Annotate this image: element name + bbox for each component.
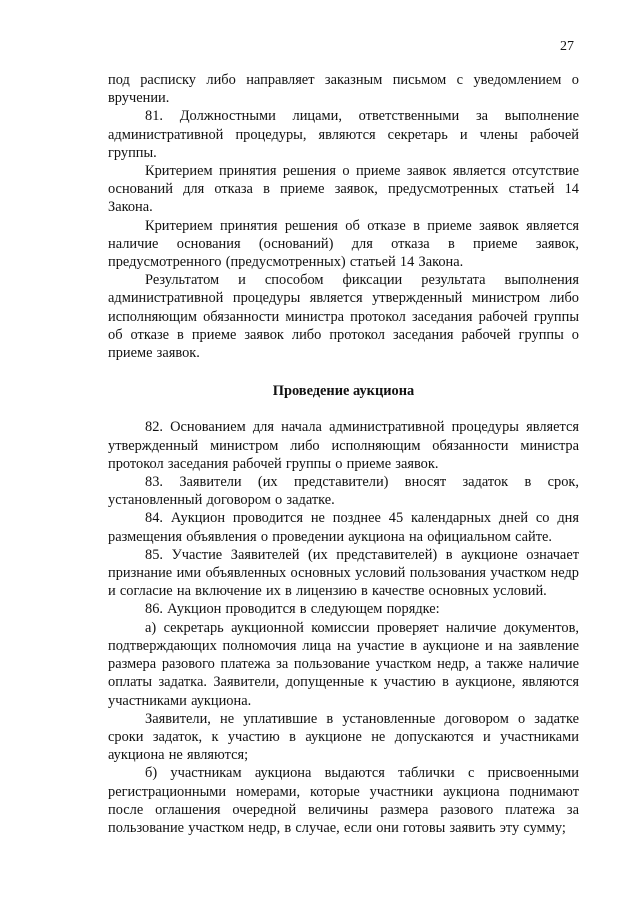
document-body xyxy=(108,71,579,837)
paragraph-86-a: а) секретарь аукционной комиссии проверяет наличие документов, подтверждающих полномочия лица на участие в аукционе и на заявление размера разового платежа за пользование участком недр, а также наличие оплаты задатка. Заявители, допущенные к участию в аукционе, являются участниками аукциона. xyxy=(108,619,579,709)
paragraph-acceptance-criterion: Критерием принятия решения о приеме заявок является отсутствие оснований для отказа в приеме заявок, предусмотренных статьей 14 Закона. xyxy=(108,163,579,216)
paragraph-81: 81. Должностными лицами, ответственными за выполнение административной процедуры, являются секретарь и члены рабочей группы. xyxy=(108,108,579,161)
paragraph-86-b: б) участникам аукциона выдаются таблички с присвоенными регистрационными номерами, которые участники аукциона поднимают после оглашения очередной величины размера разового платежа за пользование участком недр, в случае, если они готовы заявить эту сумму; xyxy=(108,765,579,836)
paragraph-86: 86. Аукцион проводится в следующем порядке: xyxy=(145,601,440,618)
paragraph-83: 83. Заявители (их представители) вносят задаток в срок, установленный договором о задатке. xyxy=(108,474,579,509)
paragraph-82: 82. Основанием для начала административной процедуры является утвержденный министром либо исполняющим обязанности министра протокол заседания рабочей группы о приеме заявок. xyxy=(108,419,579,472)
section-heading: Проведение аукциона xyxy=(272,383,415,400)
paragraph-refusal-criterion: Критерием принятия решения об отказе в приеме заявок является наличие основания (оснований) для отказа в приеме заявок, предусмотренного (предусмотренных) статьей 14 Закона. xyxy=(108,217,579,271)
page-number: 27 xyxy=(560,39,574,54)
paragraph-continuation: под расписку либо направляет заказным письмом с уведомлением о вручении. xyxy=(108,72,579,107)
paragraph-84: 84. Аукцион проводится не позднее 45 календарных дней со дня размещения объявления о проведении аукциона на официальном сайте. xyxy=(108,510,579,545)
paragraph-result: Результатом и способом фиксации результата выполнения административной процедуры является утвержденный министром либо исполняющим обязанности министра протокол заседания рабочей группы об отказе в приеме заявок либо протокол заседания рабочей группы о приеме заявок. xyxy=(108,272,579,362)
paragraph-86-a-note: Заявители, не уплатившие в установленные договором о задатке сроки задаток, к участию в аукционе не допускаются и участниками аукциона не являются; xyxy=(108,710,579,764)
paragraph-85: 85. Участие Заявителей (их представителей) в аукционе означает признание ими объявленных основных условий пользования участком недр и согласие на включение их в лицензию в качестве основных условий. xyxy=(108,546,579,600)
